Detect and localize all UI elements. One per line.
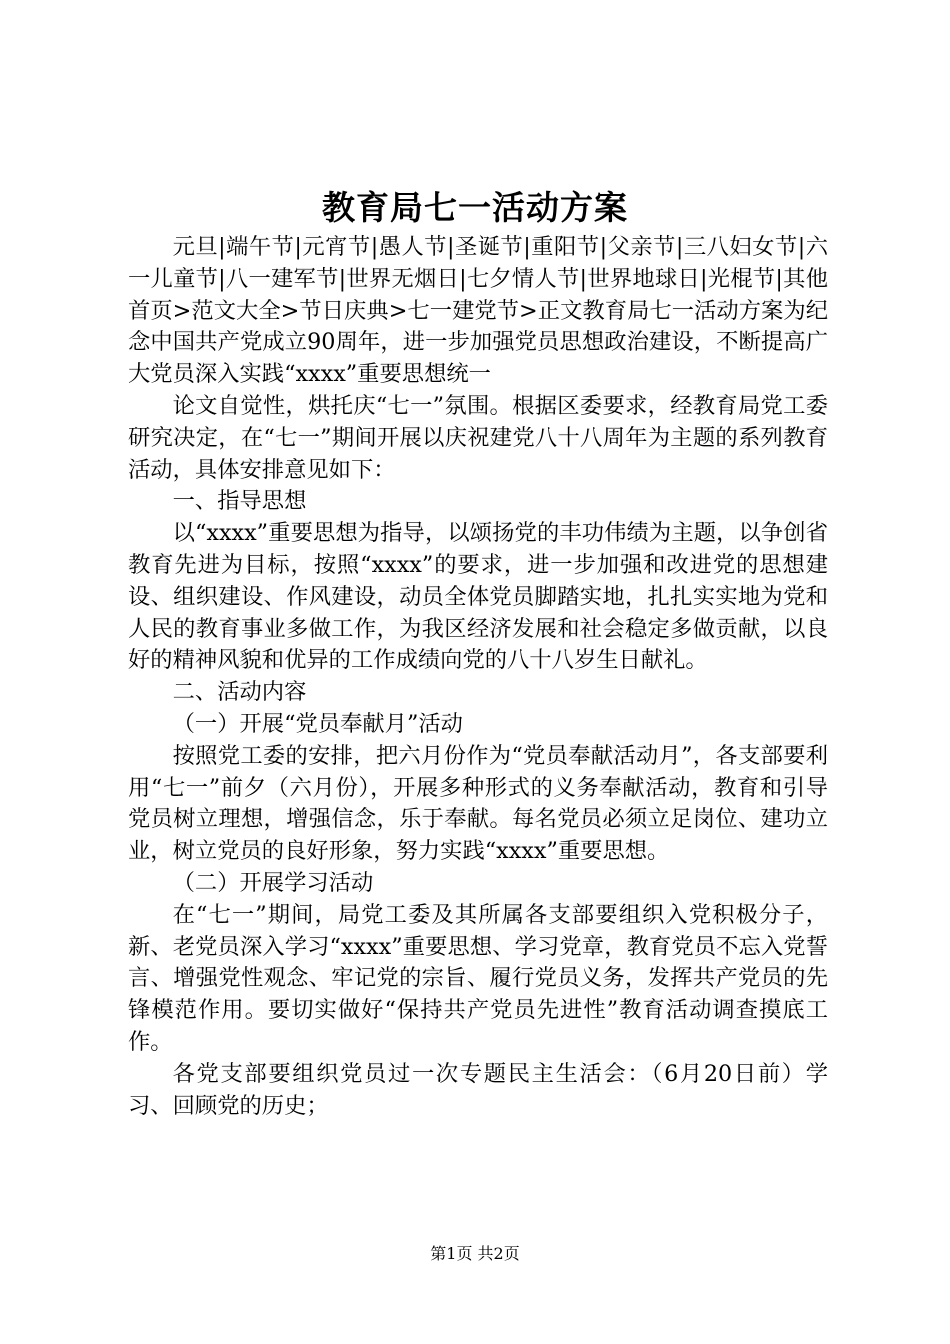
document-body <box>128 232 828 1122</box>
page-number-footer: 第1页 共2页 <box>430 1244 520 1263</box>
subsection-heading-study-activity: （二）开展学习活动 <box>172 869 374 896</box>
subsection-heading-dedication-month: （一）开展“党员奉献月”活动 <box>172 710 463 737</box>
section-heading-activity-content: 二、活动内容 <box>172 679 307 706</box>
paragraph-democratic-meeting: 各党支部要组织党员过一次专题民主生活会：（6月20日前）学习、回顾党的历史； <box>128 1060 828 1119</box>
paragraph-purpose: 论文自觉性，烘托庆“七一”氛围。根据区委要求，经教育局党工委研究决定，在“七一”期间开展以庆祝建党八十八周年为主题的系列教育活动，具体安排意见如下： <box>128 392 828 483</box>
paragraph-guiding-thought: 以“xxxx”重要思想为指导，以颂扬党的丰功伟绩为主题，以争创省教育先进为目标，按照“xxxx”的要求，进一步加强和改进党的思想建设、组织建设、作风建设，动员全体党员脚踏实地，扎扎实实地为党和人民的教育事业多做工作，为我区经济发展和社会稳定多做贡献，以良好的精神风貌和优异的工作成绩向党的八十八岁生日献礼。 <box>128 520 828 674</box>
paragraph-dedication-month: 按照党工委的安排，把六月份作为“党员奉献活动月”，各支部要利用“七一”前夕（六月份），开展多种形式的义务奉献活动，教育和引导党员树立理想，增强信念，乐于奉献。每名党员必须立足岗位、建功立业，树立党员的良好形象，努力实践“xxxx”重要思想。 <box>128 742 828 865</box>
section-heading-guiding-thought: 一、指导思想 <box>172 488 307 515</box>
paragraph-study-activity: 在“七一”期间，局党工委及其所属各支部要组织入党积极分子，新、老党员深入学习“xxxx”重要思想、学习党章，教育党员不忘入党誓言、增强党性观念、牢记党的宗旨、履行党员义务，发挥共产党员的先锋模范作用。要切实做好“保持共产党员先进性”教育活动调查摸底工作。 <box>128 901 828 1055</box>
document-title: 教育局七一活动方案 <box>322 188 628 227</box>
paragraph-intro: 元旦|端午节|元宵节|愚人节|圣诞节|重阳节|父亲节|三八妇女节|六一儿童节|八一建军节|世界无烟日|七夕情人节|世界地球日|光棍节|其他首页>范文大全>节日庆典>七一建党节>正文教育局七一活动方案为纪念中国共产党成立90周年，进一步加强党员思想政治建设，不断提高广大党员深入实践“xxxx”重要思想统一 <box>128 234 828 388</box>
